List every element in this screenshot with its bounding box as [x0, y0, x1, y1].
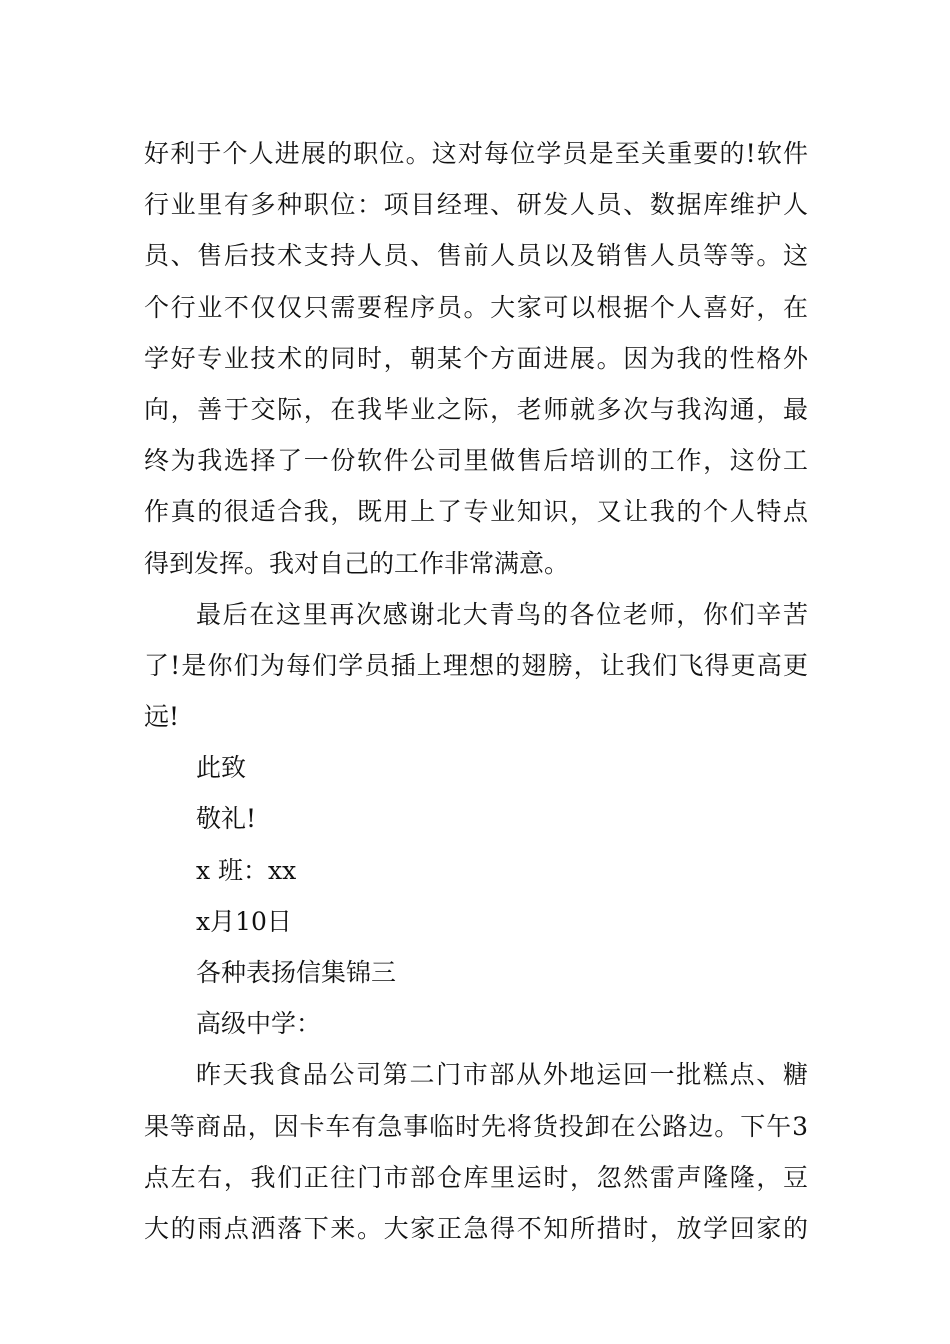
document-body [144, 128, 808, 1254]
paragraph-1-line-2: 行业里有多种职位：项目经理、研发人员、数据库维护人 [144, 190, 808, 220]
letter-date: x月10日 [196, 906, 292, 936]
paragraph-1-line-1: 好利于个人进展的职位。这对每位学员是至关重要的!软件 [144, 139, 808, 168]
paragraph-2-line-1: 最后在这里再次感谢北大青鸟的各位老师，你们辛苦 [196, 599, 808, 629]
paragraph-1-line-5: 学好专业技术的同时，朝某个方面进展。因为我的性格外 [144, 343, 808, 373]
paragraph-3-line-1: 昨天我食品公司第二门市部从外地运回一批糕点、糖 [196, 1060, 808, 1090]
closing-respect: 敬礼! [196, 804, 257, 834]
paragraph-1-line-6: 向，善于交际，在我毕业之际，老师就多次与我沟通，最 [144, 394, 808, 424]
recipient: 高级中学： [196, 1009, 322, 1039]
closing-salutation: 此致 [196, 753, 247, 783]
paragraph-3-line-4: 大的雨点洒落下来。大家正急得不知所措时，放学回家的 [144, 1213, 808, 1243]
paragraph-3-line-3: 点左右，我们正往门市部仓库里运时，忽然雷声隆隆，豆 [144, 1162, 808, 1192]
paragraph-1-line-8: 作真的很适合我，既用上了专业知识，又让我的个人特点 [144, 497, 808, 527]
paragraph-2-line-3: 远! [144, 702, 180, 732]
paragraph-3-line-2: 果等商品，因卡车有急事临时先将货投卸在公路边。下午3 [144, 1111, 808, 1141]
paragraph-2-line-2: 了!是你们为每们学员插上理想的翅膀，让我们飞得更高更 [144, 650, 808, 680]
paragraph-1-line-7: 终为我选择了一份软件公司里做售后培训的工作，这份工 [144, 446, 808, 476]
class-signature: x 班：xx [196, 855, 297, 885]
paragraph-1-line-3: 员、售后技术支持人员、售前人员以及销售人员等等。这 [144, 241, 808, 271]
paragraph-1-line-9: 得到发挥。我对自己的工作非常满意。 [144, 548, 570, 578]
paragraph-1-line-4: 个行业不仅仅只需要程序员。大家可以根据个人喜好，在 [144, 292, 808, 322]
section-title: 各种表扬信集锦三 [196, 958, 397, 987]
